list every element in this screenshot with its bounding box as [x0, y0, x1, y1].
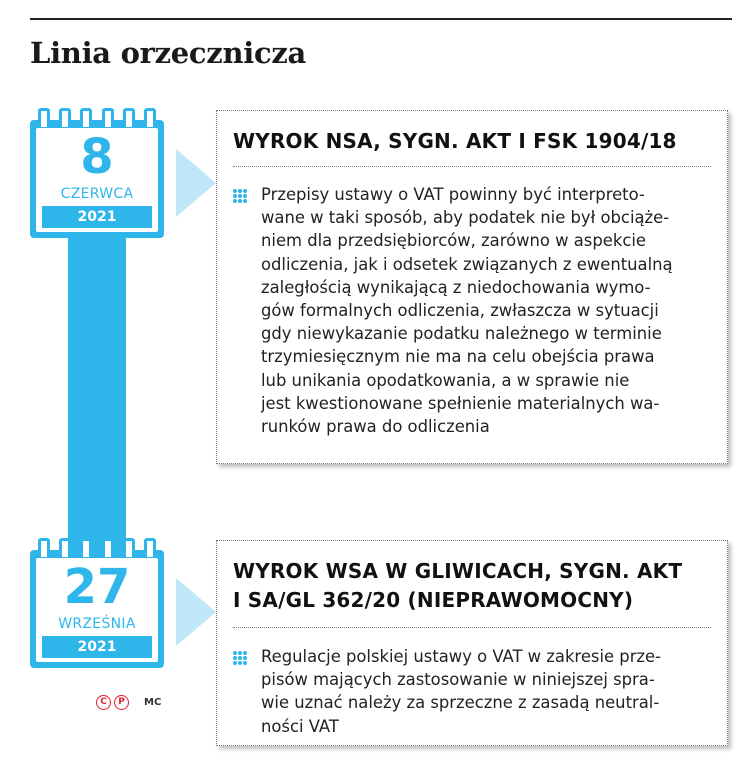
text-line: zaległością wynikającą z niedochowania wymo-: [261, 277, 651, 297]
text-line: wane w taki sposób, aby podatek nie był obciąże-: [261, 208, 670, 228]
calendar-day: 8: [80, 129, 114, 185]
copyright-credit: [96, 695, 161, 710]
bullet-dots-icon: [233, 651, 247, 665]
calendar-icon-1: [30, 108, 164, 238]
timeline-bar: [68, 210, 126, 580]
ruling-heading: I SA/GL 362/20 (NIEPRAWOMOCNY): [233, 588, 634, 612]
copyright-icon: C: [96, 695, 111, 710]
ruling-heading: WYROK WSA W GLIWICACH, SYGN. AKT: [233, 559, 683, 583]
text-line: pisów mających zastosowanie w niniejszej spra-: [261, 670, 655, 690]
ruling-card-1: [216, 110, 728, 464]
calendar-month: WRZEŚNIA: [58, 616, 136, 632]
calendar-year: 2021: [42, 206, 152, 228]
text-line: niem dla przedsiębiorców, zarówno w aspekcie: [261, 231, 646, 251]
text-line: Regulacje polskiej ustawy o VAT w zakresie prze-: [261, 647, 662, 666]
arrow-right-icon: [176, 578, 216, 646]
text-line: jest kwestionowane spełnienie materialnych wa-: [261, 393, 660, 413]
page-title: Linia orzecznicza: [30, 36, 306, 70]
text-line: ności VAT: [261, 716, 339, 736]
arrow-right-icon: [176, 149, 216, 217]
ruling-text: [261, 645, 721, 738]
calendar-icon-2: [30, 538, 164, 668]
top-rule: [30, 18, 732, 20]
text-line: gów formalnych odliczenia, zwłaszcza w sytuacji: [261, 301, 659, 321]
text-line: Przepisy ustawy o VAT powinny być interpreto-: [261, 185, 645, 204]
bullet-dots-icon: [233, 189, 247, 203]
ruling-card-2: [216, 540, 728, 746]
text-line: gdy niewykazanie podatku należnego w terminie: [261, 324, 662, 344]
text-line: wie uznać należy za sprzeczne z zasadą neutral-: [261, 693, 660, 713]
p-icon: P: [114, 695, 129, 710]
text-line: trzymiesięcznym nie ma na celu obejścia prawa: [261, 347, 655, 367]
author-initials: MC: [144, 697, 162, 708]
calendar-year: 2021: [42, 636, 152, 658]
ruling-text: [261, 183, 721, 438]
divider: [233, 627, 711, 628]
calendar-month: CZERWCA: [60, 186, 134, 202]
text-line: lub unikania opodatkowania, a w sprawie nie: [261, 370, 630, 390]
divider: [233, 166, 711, 167]
text-line: runków prawa do odliczenia: [261, 417, 490, 437]
ruling-heading: WYROK NSA, SYGN. AKT I FSK 1904/18: [233, 129, 677, 153]
text-line: odliczenia, jak i odsetek związanych z ewentualną: [261, 254, 673, 274]
calendar-day: 27: [63, 559, 131, 615]
